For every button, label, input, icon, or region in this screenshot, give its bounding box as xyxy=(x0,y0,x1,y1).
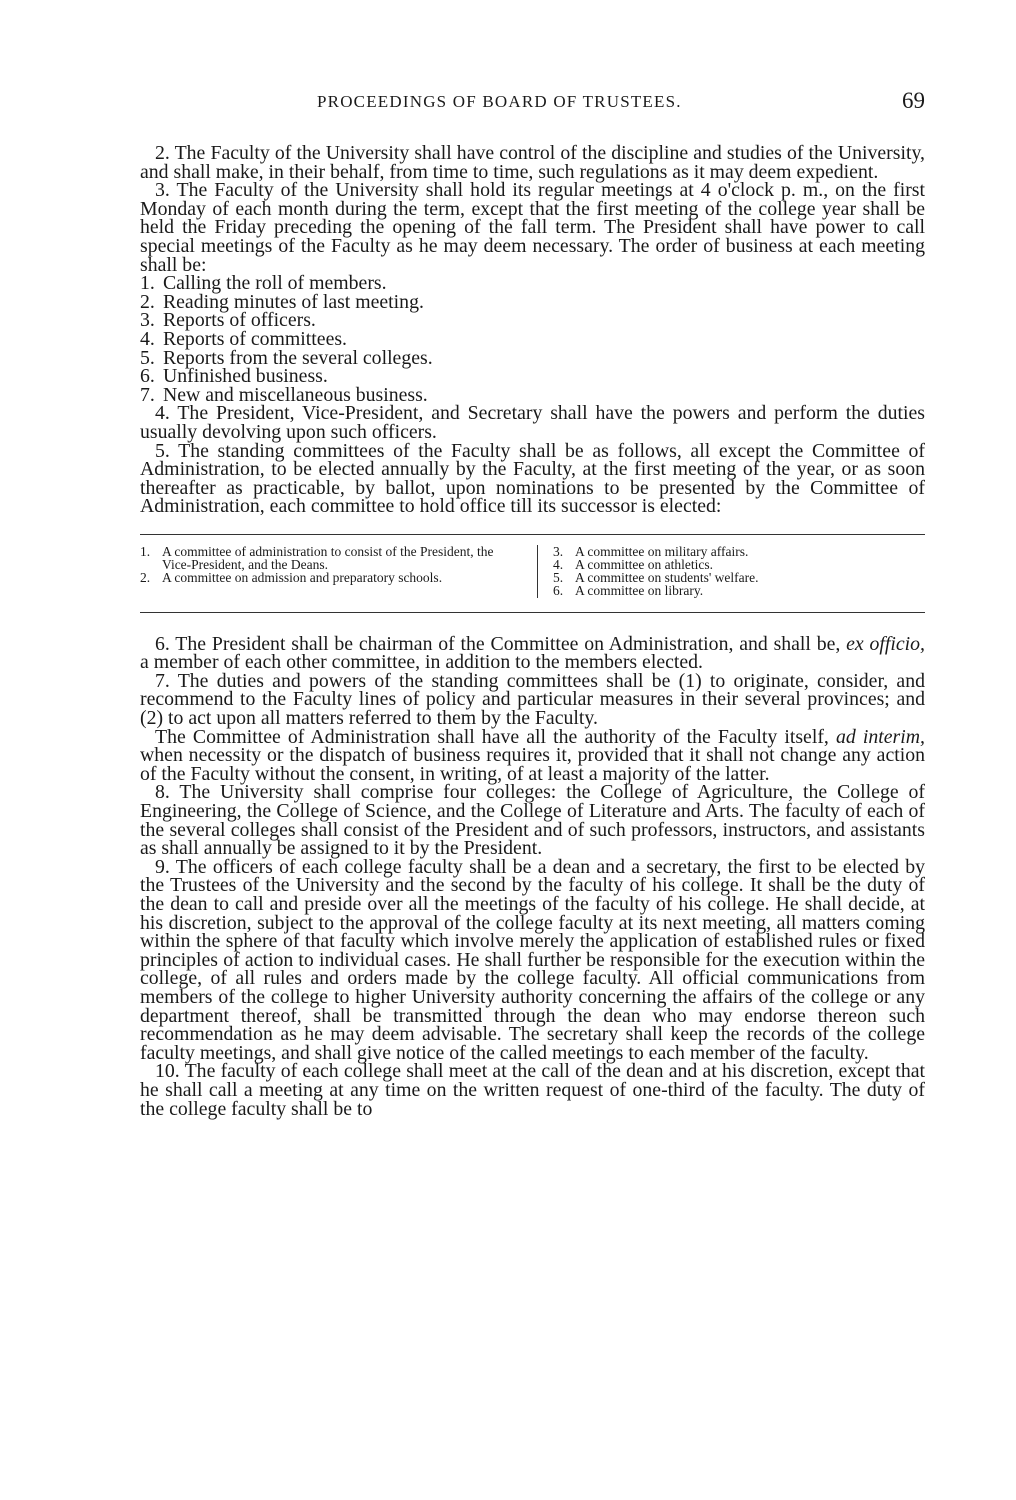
paragraph-6: 6. The President shall be chairman of the Committee on Administration, and shall be, ex officio, a member of each other committee, in addition to the members elected. xyxy=(140,632,925,674)
document-body xyxy=(140,144,925,1118)
paragraph-7: 7. The duties and powers of the standing committees shall be (1) to originate, consider, and recommend to the Faculty lines of policy and particular measures in their several provinces; and (2) to act upon all matters referred to them by the Faculty. xyxy=(140,669,925,730)
list-item: 3. Reports of officers. xyxy=(140,309,316,332)
table-bottom-rule xyxy=(140,612,925,613)
paragraph-3: 3. The Faculty of the University shall hold its regular meetings at 4 o'clock p. m., on the first Monday of each month during the term, except that the first meeting of the college year shall be held the Friday preceding the opening of the fall term. The President shall have power to call special meetings of the Faculty as he may deem necessary. The order of business at each meeting shall be: xyxy=(140,179,925,276)
list-item: 4. Reports of committees. xyxy=(140,327,347,350)
paragraph-5: 5. The standing committees of the Faculty shall be as follows, all except the Committee of Administration, to be elected annually by the Faculty, at the first meeting of the year, or as soon thereafter as practicable, by ballot, upon nominations to be presented by the Committee of Administration, each committee to hold office till its successor is elected: xyxy=(140,439,925,518)
committees-table xyxy=(140,535,925,612)
post-table-section xyxy=(140,632,925,1120)
list-item: 6. A committee on library. xyxy=(553,583,704,599)
list-item: 4. A committee on athletics. xyxy=(553,557,713,573)
list-item: 1. A committee of administration to consist of the President, the Vice-President, and the Deans. xyxy=(140,543,494,573)
list-item: 2. Reading minutes of last meeting. xyxy=(140,290,424,313)
committees-left-column xyxy=(140,545,538,598)
paragraph-2: 2. The Faculty of the University shall have control of the discipline and studies of the University, and shall make, in their behalf, from time to time, such regulations as it may deem expedient. xyxy=(140,142,925,183)
list-item: 2. A committee on admission and preparatory schools. xyxy=(140,570,443,586)
paragraph-7-continued: The Committee of Administration shall have all the authority of the Faculty itself, ad interim, when necessity or the dispatch of business requires it, provided that it shall not change any action of the Faculty without the consent, in writing, of at least a majority of the latter. xyxy=(140,725,925,785)
list-item: 7. New and miscellaneous business. xyxy=(140,383,428,406)
running-header xyxy=(140,88,925,124)
header-title: PROCEEDINGS OF BOARD OF TRUSTEES. xyxy=(317,92,682,111)
paragraph-4: 4. The President, Vice-President, and Secretary shall have the powers and perform the duties usually devolving upon such officers. xyxy=(140,402,925,443)
list-item: 6. Unfinished business. xyxy=(140,365,328,388)
paragraph-8: 8. The University shall comprise four colleges: the College of Agriculture, the College of Engineering, the College of Science, and the College of Literature and Arts. The faculty of each of the several colleges shall consist of the President and of such professors, instructors, and assistants as shall annually be assigned to it by the President. xyxy=(140,781,925,860)
list-item: 3. A committee on military affairs. xyxy=(553,543,749,559)
list-item: 5. A committee on students' welfare. xyxy=(553,570,759,586)
committees-right-column xyxy=(538,545,923,598)
page-number: 69 xyxy=(902,88,925,113)
document-page xyxy=(140,88,925,1120)
paragraph-10: 10. The faculty of each college shall meet at the call of the dean and at his discretion, except that he shall call a meeting at any time on the written request of one-third of the faculty. The duty of the college faculty shall be to xyxy=(140,1060,925,1120)
list-item: 5. Reports from the several colleges. xyxy=(140,346,433,369)
order-of-business-list xyxy=(140,274,925,404)
paragraph-9: 9. The officers of each college faculty shall be a dean and a secretary, the first to be elected by the Trustees of the University and the second by the faculty of his college. It shall be the duty of the dean to call and preside over all the meetings of the faculty of his college. He shall decide, at his discretion, subject to the approval of the college faculty at its next meeting, all matters coming within the sphere of that faculty which involve merely the application of established rules or fixed principles of action to individual cases. He shall further be responsible for the execution within the college, of all rules and orders made by the college faculty. All official communications from members of the college to higher University authority concerning the affairs of the college or any department thereof, shall be transmitted through the dean who may endorse thereon such recommendation as he may deem advisable. The secretary shall keep the records of the college faculty meetings, and shall give notice of the called meetings to each member of the faculty. xyxy=(140,855,925,1064)
list-item: 1. Calling the roll of members. xyxy=(140,272,387,295)
